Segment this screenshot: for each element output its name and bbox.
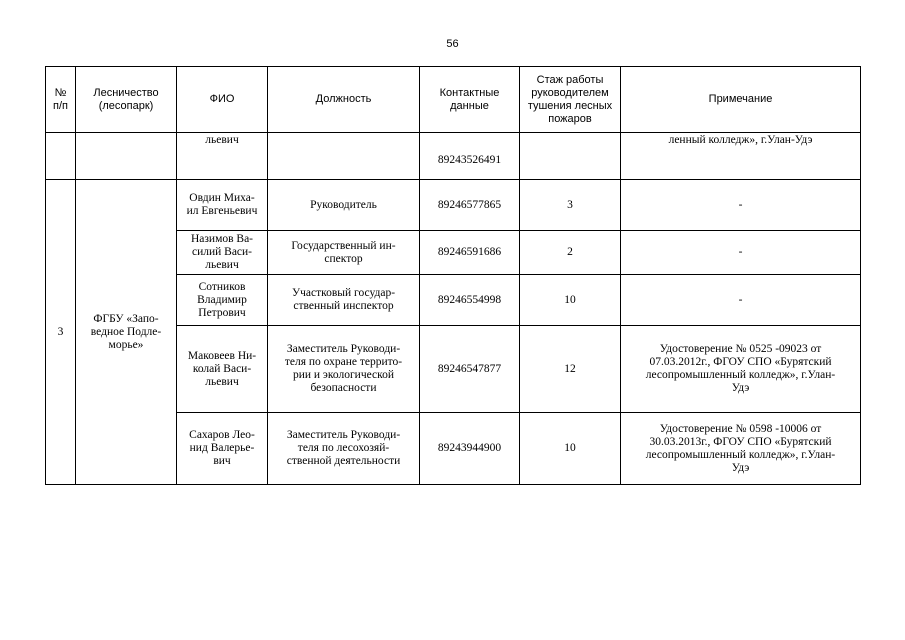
continuation-num-cell xyxy=(46,133,76,180)
group-num: 3 xyxy=(46,180,76,485)
row2-note: - xyxy=(621,231,861,275)
row3-position xyxy=(268,275,420,326)
header-position: Должность xyxy=(268,67,420,133)
row1-fio xyxy=(177,180,268,231)
header-note: Примечание xyxy=(621,67,861,133)
row2-fio-line3: льевич xyxy=(205,259,239,271)
row2-fio-line2: силий Васи- xyxy=(191,246,253,258)
row4-experience: 12 xyxy=(520,326,621,413)
header-experience xyxy=(520,67,621,133)
continuation-row xyxy=(46,133,861,180)
row3-fio-line3: Петрович xyxy=(198,306,246,319)
row1-position: Руководитель xyxy=(268,180,420,231)
row5-note-line1: Удостоверение № 0598 -10006 от xyxy=(659,422,822,435)
header-num-line2: п/п xyxy=(53,99,68,112)
header-forestry-line2: (лесопарк) xyxy=(98,99,154,112)
row4-note-line4: Удэ xyxy=(731,382,750,394)
row4-position-line3: рии и экологической xyxy=(292,369,395,381)
row2-experience: 2 xyxy=(520,231,621,275)
row5-note-line3: лесопромышленный колледж», г.Улан- xyxy=(645,448,836,461)
continuation-note: ленный колледж», г.Улан-Удэ xyxy=(621,133,861,180)
row5-position-line2: теля по лесохозяй- xyxy=(297,442,390,454)
header-experience-line1: Стаж работы xyxy=(536,73,604,86)
row3-note: - xyxy=(621,275,861,326)
continuation-fio: льевич xyxy=(177,133,268,180)
row2-position xyxy=(268,231,420,275)
row3-fio-line2: Владимир xyxy=(197,293,247,306)
row5-position-line1: Заместитель Руководи- xyxy=(286,429,401,441)
header-num-line1: № xyxy=(54,86,67,99)
staff-table xyxy=(45,66,861,485)
header-row xyxy=(46,67,861,133)
row3-experience: 10 xyxy=(520,275,621,326)
continuation-position-cell xyxy=(268,133,420,180)
header-fio: ФИО xyxy=(177,67,268,133)
row5-note-line4: Удэ xyxy=(731,461,750,474)
row3-fio-line1: Сотников xyxy=(198,280,246,293)
continuation-phone: 89243526491 xyxy=(420,133,520,180)
row5-note-line2: 30.03.2013г., ФГОУ СПО «Бурятский xyxy=(649,435,832,448)
row4-fio-line1: Маковеев Ни- xyxy=(187,349,257,362)
row4-note-line1: Удостоверение № 0525 -09023 от xyxy=(659,343,822,355)
row2-phone: 89246591686 xyxy=(420,231,520,275)
row4-note-line3: лесопромышленный колледж», г.Улан- xyxy=(645,369,836,381)
row5-fio-line1: Сахаров Лео- xyxy=(189,429,255,441)
header-contacts-line2: данные xyxy=(450,99,489,112)
group-forestry-line2: ведное Подле- xyxy=(90,325,162,338)
row3-fio xyxy=(177,275,268,326)
row5-fio xyxy=(177,413,268,485)
row2-fio-line1: Назимов Ва- xyxy=(190,233,254,245)
row5-position-line3: ственной деятельности xyxy=(286,455,401,467)
row1-fio-line1: Овдин Миха- xyxy=(189,192,255,204)
row1-note: - xyxy=(621,180,861,231)
header-num xyxy=(46,67,76,133)
row3-position-line1: Участковый государ- xyxy=(291,287,396,299)
header-contacts-line1: Контактные xyxy=(439,86,500,99)
row1-fio-line2: ил Евгеньевич xyxy=(186,205,258,217)
header-forestry-line1: Лесничество xyxy=(93,86,159,99)
group-forestry xyxy=(76,180,177,485)
row4-fio-line2: колай Васи- xyxy=(192,362,252,375)
row4-note-line2: 07.03.2012г., ФГОУ СПО «Бурятский xyxy=(649,356,832,368)
row3-phone: 89246554998 xyxy=(420,275,520,326)
row4-position-line1: Заместитель Руководи- xyxy=(286,343,401,355)
row5-experience: 10 xyxy=(520,413,621,485)
table-row xyxy=(46,180,861,231)
row3-position-line2: ственный инспектор xyxy=(293,300,394,312)
group-forestry-line3: морье» xyxy=(108,338,144,351)
page-number: 56 xyxy=(446,38,459,50)
row4-fio-line3: льевич xyxy=(205,375,239,388)
row4-note xyxy=(621,326,861,413)
row5-phone: 89243944900 xyxy=(420,413,520,485)
continuation-forestry-cell xyxy=(76,133,177,180)
group-forestry-line1: ФГБУ «Запо- xyxy=(93,312,159,325)
continuation-experience-cell xyxy=(520,133,621,180)
row4-phone: 89246547877 xyxy=(420,326,520,413)
row4-position-line4: безопасности xyxy=(310,382,377,394)
header-experience-line3: тушения лесных xyxy=(527,99,613,112)
row1-phone: 89246577865 xyxy=(420,180,520,231)
row4-fio xyxy=(177,326,268,413)
header-forestry xyxy=(76,67,177,133)
row4-position xyxy=(268,326,420,413)
header-contacts xyxy=(420,67,520,133)
row5-fio-line3: вич xyxy=(213,455,231,467)
row2-position-line2: спектор xyxy=(324,252,363,265)
row5-position xyxy=(268,413,420,485)
row2-position-line1: Государственный ин- xyxy=(291,239,396,252)
row5-fio-line2: нид Валерье- xyxy=(189,442,255,454)
header-experience-line2: руководителем xyxy=(531,86,609,99)
row1-experience: 3 xyxy=(520,180,621,231)
row4-position-line2: теля по охране террито- xyxy=(284,356,403,368)
row5-note xyxy=(621,413,861,485)
row2-fio xyxy=(177,231,268,275)
header-experience-line4: пожаров xyxy=(548,112,592,125)
